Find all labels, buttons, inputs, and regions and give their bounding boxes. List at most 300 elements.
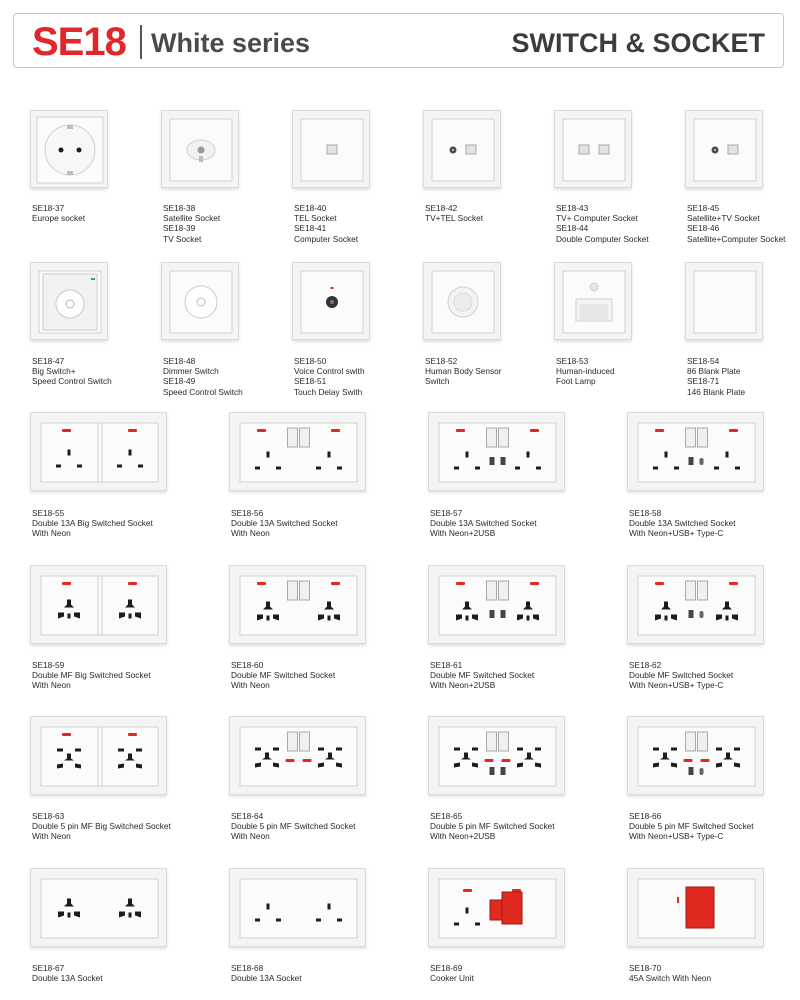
rocker-switch (698, 581, 708, 600)
rocker-switch (487, 732, 497, 751)
product-drawing (686, 111, 764, 189)
product-description: Computer Socket (294, 233, 359, 244)
product-image (423, 262, 501, 340)
coax-pin (452, 149, 454, 151)
product-code: SE18-56 (231, 508, 264, 518)
product-image (229, 412, 366, 491)
top-right-slot (472, 748, 478, 751)
product-description: Voice Control swith (294, 366, 365, 377)
product-drawing (230, 869, 367, 948)
product-image (627, 868, 764, 947)
product-description: Double MF Big Switched Socket (32, 670, 151, 681)
usb-a-port (689, 767, 694, 775)
product-code: SE18-48 (163, 356, 196, 366)
product-description: Human-induced (556, 366, 615, 377)
product-description: TEL Socket (294, 213, 337, 224)
product-drawing (628, 869, 765, 948)
plate-face (41, 423, 158, 482)
neon-indicator (128, 429, 137, 432)
rj-port (327, 145, 337, 154)
product-description: Double 13A Switched Socket (629, 518, 736, 529)
top-right-slot (336, 748, 342, 751)
product-caption (32, 203, 85, 223)
rocker-switch (499, 428, 509, 447)
product-caption (425, 356, 502, 387)
rocker-switch (288, 428, 298, 447)
pin-hole (77, 148, 82, 153)
neutral-pin-slot (138, 465, 143, 468)
product-caption (629, 811, 754, 842)
indicator-light (331, 287, 334, 289)
rocker-switch (499, 732, 509, 751)
earth-pin-slot (726, 452, 729, 458)
product-caption (430, 508, 537, 539)
product-image (627, 412, 764, 491)
product-description: With Neon+2USB (430, 528, 496, 539)
rj-port (466, 145, 476, 154)
europe-socket-recess (45, 125, 95, 175)
product-code: SE18-47 (32, 356, 65, 366)
product-image (30, 716, 167, 795)
plate-face (439, 727, 556, 786)
product-image (229, 716, 366, 795)
product-drawing (628, 413, 765, 492)
product-drawing (230, 413, 367, 492)
plate-face (41, 727, 158, 786)
rocker-switch (300, 581, 310, 600)
product-code: SE18-57 (430, 508, 463, 518)
top-right-slot (671, 748, 677, 751)
plate-face (638, 727, 755, 786)
product-drawing (293, 111, 371, 189)
product-drawing (429, 717, 566, 796)
center-slot (129, 913, 132, 918)
product-image (685, 110, 763, 188)
product-image (685, 262, 763, 340)
live-pin-slot (454, 923, 459, 926)
product-caption (556, 356, 615, 387)
center-slot (267, 616, 270, 621)
top-left-slot (118, 749, 124, 752)
product-drawing (230, 717, 367, 796)
product-drawing (162, 263, 240, 341)
earth-pin-slot (267, 452, 270, 458)
product-description: Cooker Unit (430, 973, 474, 984)
top-right-slot (273, 748, 279, 751)
center-slot (726, 616, 729, 621)
neon-indicator (456, 582, 465, 585)
cooker-rocker-small (490, 900, 503, 920)
product-description: SE18-51 (294, 376, 327, 387)
earth-pin-slot (527, 452, 530, 458)
neutral-pin-slot (276, 467, 281, 470)
product-description: With Neon+2USB (430, 680, 496, 691)
neon-indicator (684, 759, 693, 762)
usb-a-port (689, 457, 694, 465)
rj-port (728, 145, 738, 154)
product-description: Satellite+TV Socket (687, 213, 760, 224)
neon-indicator (729, 429, 738, 432)
product-description: TV Socket (163, 233, 202, 244)
earth-clip (67, 125, 73, 129)
indicator-light (91, 278, 95, 280)
neon-indicator (655, 429, 664, 432)
neon-indicator (257, 429, 266, 432)
top-left-slot (255, 748, 261, 751)
product-drawing (686, 263, 764, 341)
neutral-pin-slot (337, 467, 342, 470)
product-caption (629, 660, 733, 691)
neon-indicator (701, 759, 710, 762)
neon-indicator (485, 759, 494, 762)
live-pin-slot (653, 467, 658, 470)
product-code: SE18-45 (687, 203, 720, 213)
live-pin-slot (515, 467, 520, 470)
neon-indicator (456, 429, 465, 432)
live-pin-slot (56, 465, 61, 468)
rocker-switch (487, 581, 497, 600)
motion-sensor (590, 283, 598, 291)
earth-clip (67, 171, 73, 175)
product-drawing (429, 869, 566, 948)
product-image (161, 262, 239, 340)
product-code: SE18-37 (32, 203, 65, 213)
category-title: SWITCH & SOCKET (511, 28, 765, 58)
usb-c-port (700, 458, 704, 465)
neutral-pin-slot (674, 467, 679, 470)
product-code: SE18-70 (629, 963, 662, 973)
product-description: Switch (425, 376, 450, 387)
product-caption (163, 356, 243, 397)
product-caption (687, 203, 785, 244)
product-description: Double 13A Socket (231, 973, 302, 984)
product-drawing (293, 263, 371, 341)
product-code: SE18-40 (294, 203, 327, 213)
product-drawing (424, 263, 502, 341)
center-slot (665, 616, 668, 621)
neutral-pin-slot (77, 465, 82, 468)
brand-code: SE18 (32, 20, 126, 64)
neutral-pin-slot (337, 919, 342, 922)
rocker-switch (300, 428, 310, 447)
product-code: SE18-66 (629, 811, 662, 821)
plate-face (240, 879, 357, 938)
neon-indicator (62, 429, 71, 432)
product-drawing (555, 111, 633, 189)
product-description: With Neon (32, 831, 71, 842)
product-drawing (628, 717, 765, 796)
product-description: Double MF Switched Socket (430, 670, 535, 681)
center-slot (328, 616, 331, 621)
rocker-switch (288, 581, 298, 600)
product-code: SE18-59 (32, 660, 65, 670)
usb-a-port (501, 767, 506, 775)
product-caption (32, 660, 151, 691)
top-left-slot (716, 748, 722, 751)
header-banner (13, 13, 784, 68)
neon-indicator (677, 897, 679, 903)
product-code: SE18-69 (430, 963, 463, 973)
product-description: Double 13A Switched Socket (430, 518, 537, 529)
product-image (627, 565, 764, 644)
product-drawing (429, 413, 566, 492)
rj-port (579, 145, 589, 154)
product-image (423, 110, 501, 188)
product-drawing (628, 566, 765, 645)
product-code: SE18-61 (430, 660, 463, 670)
neutral-pin-slot (475, 923, 480, 926)
product-image (30, 110, 108, 188)
neon-indicator (729, 582, 738, 585)
product-caption (430, 811, 555, 842)
rocker-switch (686, 428, 696, 447)
product-drawing (31, 111, 109, 189)
product-image (229, 868, 366, 947)
product-caption (231, 811, 356, 842)
rocker-switch (499, 581, 509, 600)
product-description: Double Computer Socket (556, 233, 649, 244)
product-description: With Neon (32, 528, 71, 539)
product-description: Double 13A Switched Socket (231, 518, 338, 529)
product-description: Double 13A Socket (32, 973, 103, 984)
product-description: With Neon (231, 831, 270, 842)
neon-indicator (331, 429, 340, 432)
live-pin-slot (117, 465, 122, 468)
connector-neck (199, 156, 203, 162)
product-description: With Neon+USB+ Type-C (629, 831, 724, 842)
earth-pin-slot (68, 450, 71, 456)
neon-indicator (655, 582, 664, 585)
product-description: SE18-71 (687, 376, 720, 387)
product-description: SE18-39 (163, 223, 196, 234)
neutral-pin-slot (735, 467, 740, 470)
product-code: SE18-52 (425, 356, 458, 366)
neon-indicator (530, 429, 539, 432)
product-image (161, 110, 239, 188)
product-description: With Neon+USB+ Type-C (629, 528, 724, 539)
live-pin-slot (316, 467, 321, 470)
product-caption (294, 203, 358, 244)
brand-divider (140, 25, 142, 59)
product-image (30, 412, 167, 491)
product-caption (430, 963, 474, 983)
product-image (292, 110, 370, 188)
top-right-slot (535, 748, 541, 751)
product-description: With Neon (231, 528, 270, 539)
product-description: Double 5 pin MF Switched Socket (629, 821, 754, 832)
product-drawing (424, 111, 502, 189)
product-image (428, 412, 565, 491)
rj-port (599, 145, 609, 154)
product-caption (231, 963, 302, 983)
product-image (554, 262, 632, 340)
product-caption (556, 203, 649, 244)
usb-a-port (501, 610, 506, 618)
product-description: With Neon+USB+ Type-C (629, 680, 724, 691)
product-drawing (429, 566, 566, 645)
rocker-switch (686, 732, 696, 751)
neutral-pin-slot (276, 919, 281, 922)
product-description: 146 Blank Plate (687, 386, 746, 397)
product-image (30, 565, 167, 644)
product-description: Double MF Switched Socket (629, 670, 734, 681)
earth-pin-slot (665, 452, 668, 458)
earth-pin-slot (328, 904, 331, 910)
top-right-slot (734, 748, 740, 751)
rocker-switch (300, 732, 310, 751)
product-description: Double 5 pin MF Big Switched Socket (32, 821, 171, 832)
product-caption (32, 356, 112, 387)
top-left-slot (517, 748, 523, 751)
rocker-switch (288, 732, 298, 751)
product-drawing (31, 869, 168, 948)
product-caption (425, 203, 483, 223)
product-image (554, 110, 632, 188)
sensor-center (330, 300, 334, 304)
plate-face (694, 271, 756, 333)
neon-indicator (62, 733, 71, 736)
product-description: TV+ Computer Socket (556, 213, 638, 224)
neon-indicator (303, 759, 312, 762)
product-description: 45A Switch With Neon (629, 973, 712, 984)
product-code: SE18-62 (629, 660, 662, 670)
product-description: Foot Lamp (556, 376, 596, 387)
product-code: SE18-60 (231, 660, 264, 670)
product-caption (294, 356, 365, 397)
usb-a-port (490, 457, 495, 465)
switch-rocker-45a (686, 887, 714, 928)
usb-a-port (490, 767, 495, 775)
product-code: SE18-38 (163, 203, 196, 213)
neon-indicator (257, 582, 266, 585)
live-pin-slot (454, 467, 459, 470)
product-code: SE18-58 (629, 508, 662, 518)
neon-indicator (530, 582, 539, 585)
product-image (627, 716, 764, 795)
product-code: SE18-43 (556, 203, 589, 213)
product-code: SE18-54 (687, 356, 720, 366)
earth-pin-slot (466, 452, 469, 458)
product-drawing (31, 717, 168, 796)
lamp-recess (580, 304, 608, 321)
product-image (229, 565, 366, 644)
plate-face (563, 119, 625, 181)
neon-indicator (502, 759, 511, 762)
product-description: Big Switch+ (32, 366, 76, 377)
product-description: Speed Control Switch (32, 376, 112, 387)
neon-indicator (62, 582, 71, 585)
product-description: Double 13A Big Switched Socket (32, 518, 153, 529)
top-left-slot (318, 748, 324, 751)
cooker-rocker-large (502, 892, 522, 924)
product-caption (231, 660, 335, 691)
pir-lens (454, 293, 472, 311)
product-caption (163, 203, 220, 244)
product-description: Satellite Socket (163, 213, 221, 224)
live-pin-slot (714, 467, 719, 470)
product-code: SE18-64 (231, 811, 264, 821)
product-code: SE18-50 (294, 356, 327, 366)
plate-face (694, 119, 756, 181)
earth-pin-slot (267, 904, 270, 910)
product-description: Double 5 pin MF Switched Socket (430, 821, 555, 832)
product-caption (687, 356, 745, 397)
neutral-pin-slot (475, 467, 480, 470)
product-drawing (31, 413, 168, 492)
product-code: SE18-53 (556, 356, 589, 366)
product-caption (430, 660, 534, 691)
product-description: With Neon (32, 680, 71, 691)
product-description: Touch Delay Swith (294, 386, 363, 397)
live-pin-slot (316, 919, 321, 922)
center-slot (129, 614, 132, 619)
top-right-slot (136, 749, 142, 752)
product-caption (231, 508, 338, 539)
product-description: 86 Blank Plate (687, 366, 741, 377)
top-left-slot (653, 748, 659, 751)
rocker-switch (698, 732, 708, 751)
product-description: With Neon+2USB (430, 831, 496, 842)
usb-c-port (700, 768, 704, 775)
product-image (428, 868, 565, 947)
product-image (428, 565, 565, 644)
product-description: TV+TEL Socket (425, 213, 484, 224)
product-description: SE18-46 (687, 223, 720, 234)
product-description: Satellite+Computer Socket (687, 233, 786, 244)
product-description: Double 5 pin MF Switched Socket (231, 821, 356, 832)
product-image (292, 262, 370, 340)
earth-pin-slot (129, 450, 132, 456)
product-description: Human Body Sensor (425, 366, 502, 377)
connector-pin (198, 147, 205, 154)
usb-c-port (700, 611, 704, 618)
earth-pin-slot (466, 908, 469, 914)
usb-a-port (501, 457, 506, 465)
plate-face (41, 879, 158, 938)
plate-face (240, 727, 357, 786)
neon-indicator (331, 582, 340, 585)
product-code: SE18-68 (231, 963, 264, 973)
product-caption (32, 963, 103, 983)
product-code: SE18-42 (425, 203, 458, 213)
neon-indicator (128, 733, 137, 736)
rocker-switch (686, 581, 696, 600)
dimmer-knob (185, 286, 217, 318)
plate-face (432, 119, 494, 181)
rocker-switch (487, 428, 497, 447)
product-caption (629, 963, 711, 983)
product-drawing (31, 263, 109, 341)
product-code: SE18-63 (32, 811, 65, 821)
top-left-slot (57, 749, 63, 752)
product-code: SE18-65 (430, 811, 463, 821)
product-code: SE18-67 (32, 963, 65, 973)
pin-hole (59, 148, 64, 153)
product-image (30, 868, 167, 947)
product-drawing (555, 263, 633, 341)
center-slot (68, 614, 71, 619)
neon-indicator (463, 889, 472, 892)
product-code: SE18-55 (32, 508, 65, 518)
top-left-slot (454, 748, 460, 751)
product-description: SE18-44 (556, 223, 589, 234)
center-slot (527, 616, 530, 621)
product-description: SE18-41 (294, 223, 327, 234)
top-right-slot (75, 749, 81, 752)
product-caption (32, 508, 153, 539)
product-caption (32, 811, 171, 842)
usb-a-port (689, 610, 694, 618)
